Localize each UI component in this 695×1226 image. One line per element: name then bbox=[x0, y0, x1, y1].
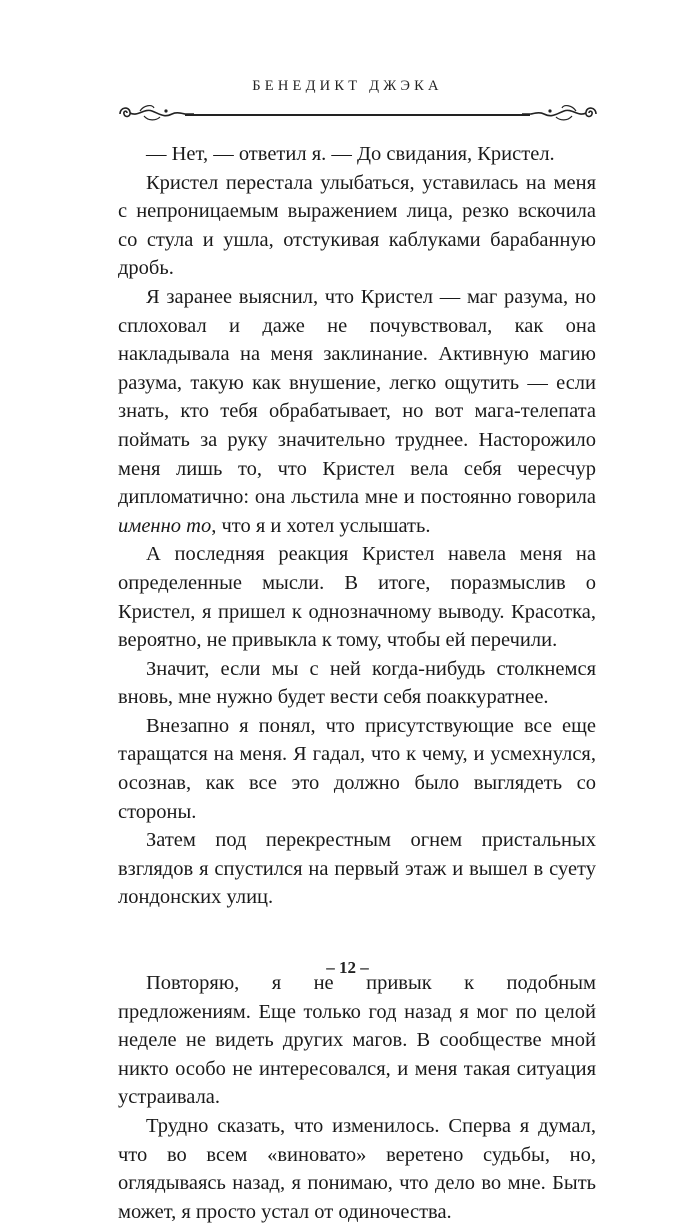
paragraph: Значит, если мы с ней когда-нибудь столкнемся вновь, мне нужно будет вести себя поаккуратнее. bbox=[118, 657, 596, 709]
paragraph-text: , что я и хотел услышать. bbox=[211, 514, 431, 537]
page-body bbox=[118, 140, 596, 1226]
running-header bbox=[0, 68, 695, 128]
header-rule bbox=[185, 114, 530, 116]
paragraph: Внезапно я понял, что присутствующие все еще таращатся на меня. Я гадал, что к чему, и усмехнулся, осознав, как все это должно было выглядеть со стороны. bbox=[118, 714, 596, 823]
paragraph-text: Я заранее выяснил, что Кристел — маг разума, но сплоховал и даже не почувствовал, как она накладывала на меня заклинание. Активную магию разума, такую как внушение, легко ощутить — если знать, кто тебя обрабатывает, но вот мага-телепата поймать за руку значительно труднее. Насторожило меня лишь то, что Кристел вела себя чересчур дипломатично: она льстила мне и постоянно говорила bbox=[118, 285, 596, 509]
paragraph: Повторяю, я не привык к подобным предложениям. Еще только год назад я мог по целой неделе не видеть других магов. В сообществе мной никто особо не интересовался, и меня такая ситуация устраивала. bbox=[118, 972, 596, 1109]
paragraph: А последняя реакция Кристел навела меня на определенные мысли. В итоге, поразмыслив о Кристел, я пришел к однозначному выводу. Красотка, вероятно, не привыкла к тому, чтобы ей перечили. bbox=[118, 543, 596, 652]
paragraph: — Нет, — ответил я. — До свидания, Кристел. bbox=[146, 143, 555, 165]
page-number: – 12 – bbox=[326, 958, 369, 977]
paragraph: Трудно сказать, что изменилось. Сперва я думал, что во всем «виновато» веретено судьбы, но, оглядываясь назад, я понимаю, что дело во мне. Быть может, я просто устал от одиночества. bbox=[118, 1115, 596, 1223]
paragraph bbox=[118, 283, 596, 540]
flourish-ornament-icon bbox=[522, 98, 602, 128]
emphasis-text: именно то bbox=[118, 514, 212, 537]
flourish-ornament-icon bbox=[114, 98, 194, 128]
paragraph: Затем под перекрестным огнем пристальных взглядов я спустился на первый этаж и вышел в суету лондонских улиц. bbox=[118, 829, 596, 909]
running-title: БЕНЕДИКТ ДЖЭКА bbox=[252, 78, 443, 94]
paragraph: Кристел перестала улыбаться, уставилась на меня с непроницаемым выражением лица, резко вскочила со стула и ушла, отстукивая каблуками барабанную дробь. bbox=[118, 171, 596, 280]
